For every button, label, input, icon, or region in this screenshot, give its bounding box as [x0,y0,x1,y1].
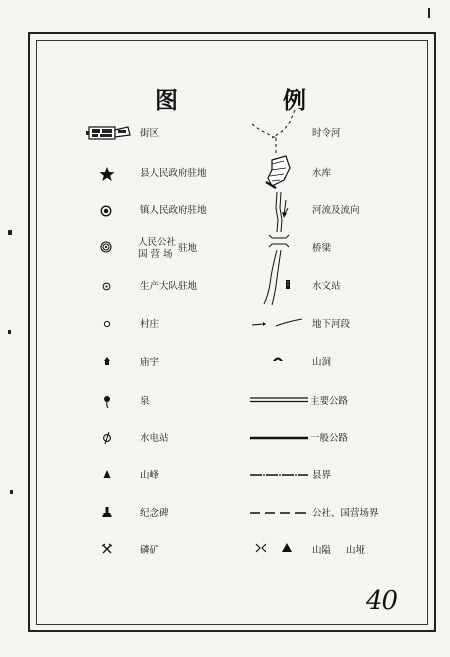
legend-label-hydropower: 水电站 [140,433,169,444]
legend-label-peak: 山峰 [140,470,160,481]
legend-label-seat-suffix: 驻地 [178,243,198,254]
mountain-pass-icon [256,542,296,554]
legend-label-commune-border: 公社、国营场界 [312,508,379,519]
legend-label-spring: 泉 [140,396,150,407]
legend-label-county-border: 县界 [312,470,332,481]
legend-label-reservoir: 水库 [312,168,332,179]
legend-label-brigade-seat: 生产大队驻地 [140,281,198,292]
triple-circle-icon [100,241,112,253]
legend-title-right: 例 [283,88,306,114]
dotted-circle-icon [102,282,111,291]
main-road-icon [250,396,308,404]
underground-river-icon [250,316,306,330]
legend-label-mountain-pass: 山隘 [312,545,332,556]
bridge-icon [269,235,289,247]
legend-label-bridge: 桥梁 [312,243,332,254]
star-icon [99,166,115,182]
legend-label-temple: 庙宇 [140,357,160,368]
legend-label-hydrology-station: 水文站 [312,281,341,292]
peak-icon [102,469,112,479]
commune-border-icon [250,510,310,516]
hydro-symbols-graphic [250,108,310,308]
legend-label-state-farm: 国 营 场 [138,249,173,260]
legend-label-block-area: 街区 [140,128,160,139]
legend-label-mountain-col: 山垭 [346,545,366,556]
scan-speck [10,490,13,494]
page-number: 40 [366,586,398,616]
legend-label-underground-river: 地下河段 [312,319,351,330]
legend-label-monument: 纪念碑 [140,508,169,519]
scan-speck [428,8,430,18]
legend-label-river-flow: 河流及流向 [312,205,360,216]
double-circle-icon [100,205,112,217]
legend-label-commune: 人民公社 [138,237,177,248]
legend-label-main-road: 主要公路 [310,396,349,407]
small-circle-icon [103,320,111,328]
scan-speck [8,330,11,334]
seasonal-river-icon [252,110,295,154]
legend-label-phosphate-mine: 磷矿 [140,545,160,556]
legend-label-seasonal-river: 时令河 [312,128,341,139]
river-flow-icon [276,192,288,232]
reservoir-icon [266,156,290,188]
temple-icon [102,356,112,366]
legend-label-town-seat: 镇人民政府驻地 [140,205,207,216]
spring-icon [102,395,112,409]
hydropower-icon [101,431,113,445]
block-area-icon [86,124,132,142]
monument-icon [101,506,113,518]
mine-icon [102,544,112,554]
legend-title-left: 图 [155,88,178,114]
county-border-icon [250,472,310,478]
legend-label-cave: 山洞 [312,357,332,368]
legend-label-county-seat: 县人民政府驻地 [140,168,207,179]
legend-label-village: 村庄 [140,319,160,330]
hydrology-station-icon [286,280,290,289]
general-road-icon [250,435,308,441]
legend-label-general-road: 一般公路 [310,433,349,444]
cave-icon [272,354,284,362]
scan-speck [8,230,12,235]
